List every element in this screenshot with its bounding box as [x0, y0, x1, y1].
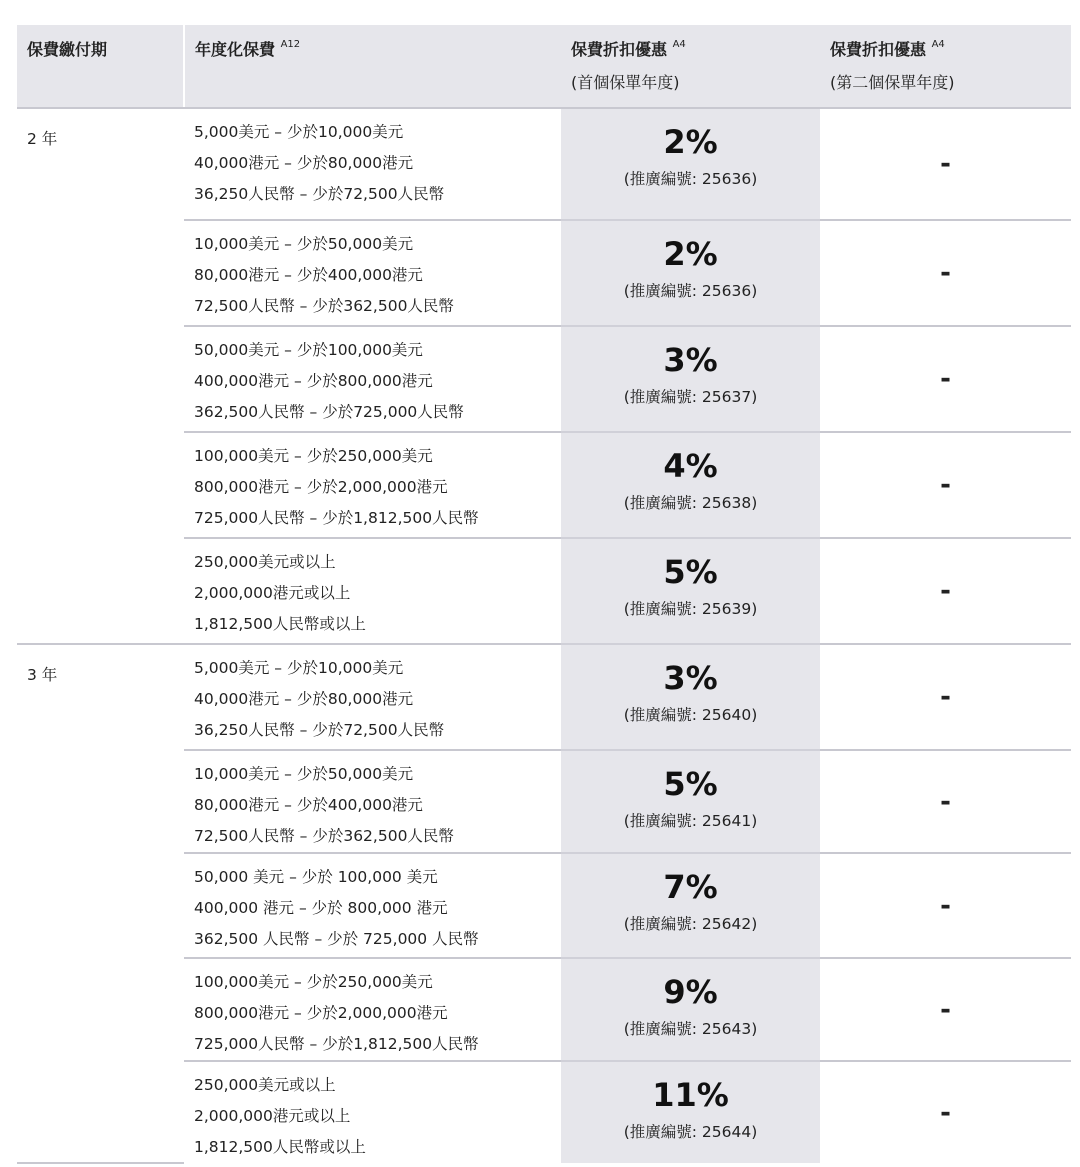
premium-range-line: 725,000人民幣 – 少於1,812,500人民幣: [194, 1035, 479, 1053]
header-term-label: 保費繳付期: [27, 40, 108, 59]
second-year-discount-cell: [820, 220, 1071, 326]
premium-range-cell: [184, 326, 561, 432]
second-year-discount-cell: [820, 1061, 1071, 1163]
second-year-discount: -: [940, 576, 951, 606]
header-discount-first-year: [561, 25, 820, 108]
header-term: [17, 25, 184, 108]
premium-range-line: 725,000人民幣 – 少於1,812,500人民幣: [194, 509, 479, 527]
premium-range-line: 1,812,500人民幣或以上: [194, 615, 366, 633]
premium-range-line: 80,000港元 – 少於400,000港元: [194, 266, 423, 284]
discount-percent: 2%: [663, 235, 718, 273]
premium-range-line: 2,000,000港元或以上: [194, 1107, 351, 1125]
second-year-discount-cell: [820, 750, 1071, 853]
first-year-discount-cell: [561, 1061, 820, 1163]
first-year-discount-cell: [561, 220, 820, 326]
first-year-discount-cell: [561, 432, 820, 538]
second-year-discount: -: [940, 786, 951, 817]
second-year-discount-cell: [820, 432, 1071, 538]
discount-percent: 11%: [652, 1076, 729, 1114]
discount-percent: 4%: [663, 447, 718, 485]
premium-range-line: 100,000美元 – 少於250,000美元: [194, 447, 433, 465]
premium-range-cell: [184, 750, 561, 853]
premium-range-line: 5,000美元 – 少於10,000美元: [194, 123, 404, 141]
second-year-discount: -: [940, 470, 951, 500]
premium-range-line: 50,000美元 – 少於100,000美元: [194, 341, 423, 359]
premium-range-line: 36,250人民幣 – 少於72,500人民幣: [194, 721, 445, 739]
promo-code: (推廣編號: 25642): [623, 915, 758, 933]
first-year-discount-cell: [561, 326, 820, 432]
premium-range-line: 362,500 人民幣 – 少於 725,000 人民幣: [194, 930, 479, 948]
premium-range-line: 10,000美元 – 少於50,000美元: [194, 235, 414, 253]
premium-range-cell: [184, 538, 561, 644]
second-year-discount: -: [940, 149, 951, 179]
premium-range-line: 50,000 美元 – 少於 100,000 美元: [194, 868, 438, 886]
discount-percent: 5%: [663, 553, 718, 591]
header-discount2-label: 保費折扣優惠: [830, 40, 927, 59]
second-year-discount-cell: [820, 958, 1071, 1061]
premium-range-line: 2,000,000港元或以上: [194, 584, 351, 602]
promo-code: (推廣編號: 25636): [623, 282, 758, 300]
discount-percent: 7%: [663, 868, 718, 906]
promo-code: (推廣編號: 25639): [623, 600, 758, 618]
promo-code: (推廣編號: 25640): [623, 706, 758, 724]
premium-range-cell: [184, 220, 561, 326]
payment-term-cell: [17, 644, 184, 1163]
header-discount-second-year: [820, 25, 1071, 108]
header-discount1-sub: (首個保單年度): [571, 73, 680, 92]
promo-code: (推廣編號: 25643): [623, 1020, 758, 1038]
premium-range-line: 80,000港元 – 少於400,000港元: [194, 796, 423, 814]
second-year-discount-cell: [820, 538, 1071, 644]
premium-range-line: 36,250人民幣 – 少於72,500人民幣: [194, 185, 445, 203]
discount-percent: 3%: [663, 659, 718, 697]
premium-range-line: 362,500人民幣 – 少於725,000人民幣: [194, 403, 464, 421]
premium-range-line: 100,000美元 – 少於250,000美元: [194, 973, 433, 991]
first-year-discount-cell: [561, 958, 820, 1061]
premium-range-line: 800,000港元 – 少於2,000,000港元: [194, 478, 448, 496]
premium-range-line: 250,000美元或以上: [194, 553, 336, 571]
second-year-discount: -: [940, 364, 951, 394]
payment-term: 3 年: [27, 666, 58, 684]
second-year-discount: -: [940, 258, 951, 288]
second-year-discount-cell: [820, 326, 1071, 432]
first-year-discount-cell: [561, 108, 820, 220]
premium-range-cell: [184, 853, 561, 958]
premium-range-cell: [184, 108, 561, 220]
discount-percent: 9%: [663, 973, 718, 1011]
second-year-discount-cell: [820, 108, 1071, 220]
premium-range-cell: [184, 1061, 561, 1163]
payment-term: 2 年: [27, 130, 58, 148]
header-discount2-sub: (第二個保單年度): [830, 73, 955, 92]
payment-term-cell: [17, 108, 184, 644]
discount-percent: 2%: [663, 123, 718, 161]
premium-range-cell: [184, 432, 561, 538]
footnote-ref: A4: [672, 39, 686, 50]
premium-range-line: 40,000港元 – 少於80,000港元: [194, 690, 414, 708]
premium-range-line: 5,000美元 – 少於10,000美元: [194, 659, 404, 677]
premium-range-line: 1,812,500人民幣或以上: [194, 1138, 366, 1156]
first-year-discount-cell: [561, 853, 820, 958]
discount-percent: 3%: [663, 341, 718, 379]
footnote-ref: A4: [931, 39, 945, 50]
premium-range-cell: [184, 644, 561, 750]
table-row: [17, 108, 1071, 220]
premium-range-line: 400,000 港元 – 少於 800,000 港元: [194, 899, 448, 917]
table-header-row: [17, 25, 1071, 108]
promo-code: (推廣編號: 25636): [623, 170, 758, 188]
second-year-discount: -: [940, 682, 951, 712]
header-discount1-label: 保費折扣優惠: [571, 40, 668, 59]
second-year-discount: -: [940, 890, 951, 921]
promo-code: (推廣編號: 25637): [623, 388, 758, 406]
header-premium: [184, 25, 561, 108]
promo-code: (推廣編號: 25638): [623, 494, 758, 512]
second-year-discount-cell: [820, 644, 1071, 750]
first-year-discount-cell: [561, 644, 820, 750]
second-year-discount: -: [940, 1097, 951, 1128]
footnote-ref: A12: [280, 39, 301, 50]
premium-range-line: 250,000美元或以上: [194, 1076, 336, 1094]
promo-code: (推廣編號: 25641): [623, 812, 758, 830]
second-year-discount-cell: [820, 853, 1071, 958]
table-row: [17, 644, 1071, 750]
premium-range-cell: [184, 958, 561, 1061]
premium-range-line: 800,000港元 – 少於2,000,000港元: [194, 1004, 448, 1022]
first-year-discount-cell: [561, 538, 820, 644]
first-year-discount-cell: [561, 750, 820, 853]
premium-range-line: 10,000美元 – 少於50,000美元: [194, 765, 414, 783]
premium-range-line: 72,500人民幣 – 少於362,500人民幣: [194, 297, 454, 315]
second-year-discount: -: [940, 994, 951, 1025]
header-premium-label: 年度化保費: [195, 40, 276, 59]
premium-range-line: 72,500人民幣 – 少於362,500人民幣: [194, 827, 454, 845]
premium-range-line: 40,000港元 – 少於80,000港元: [194, 154, 414, 172]
promo-code: (推廣編號: 25644): [623, 1123, 758, 1141]
premium-discount-table: [17, 25, 1071, 1164]
premium-range-line: 400,000港元 – 少於800,000港元: [194, 372, 433, 390]
discount-percent: 5%: [663, 765, 718, 803]
